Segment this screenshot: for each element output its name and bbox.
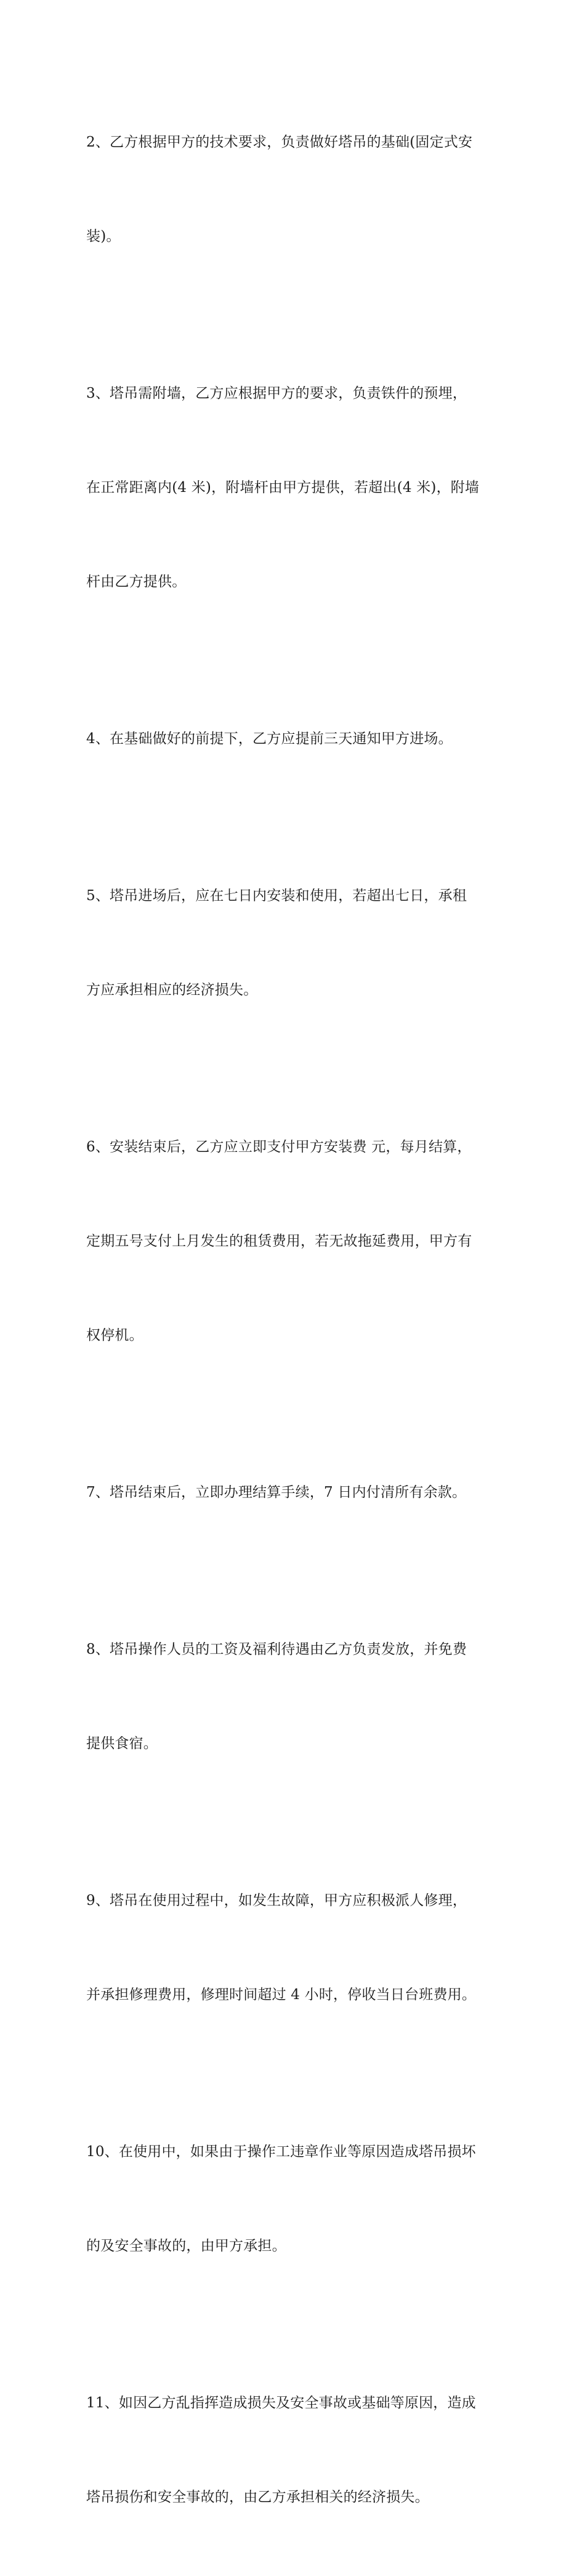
clause-line: 杆由乙方提供。 — [86, 574, 187, 590]
clause-line: 的及安全事故的，由甲方承担。 — [86, 2238, 286, 2254]
document-body — [86, 64, 500, 2576]
clause-line: 定期五号支付上月发生的租赁费用，若无故拖延费用，甲方有 — [86, 1233, 472, 1249]
clause-10 — [86, 2074, 500, 2325]
clause-4 — [86, 661, 500, 818]
clause-line: 在正常距离内(4 米)，附墙杆由甲方提供，若超出(4 米)，附墙 — [86, 480, 480, 496]
clause-line: 权停机。 — [86, 1327, 143, 1343]
clause-line: 7、塔吊结束后，立即办理结算手续，7 日内付清所有余款。 — [86, 1484, 467, 1500]
clause-line: 4、在基础做好的前提下，乙方应提前三天通知甲方进场。 — [86, 731, 453, 747]
clause-6 — [86, 1069, 500, 1414]
clause-line: 装)。 — [86, 228, 121, 244]
clause-line: 方应承担相应的经济损失。 — [86, 982, 258, 998]
clause-line: 提供食宿。 — [86, 1736, 158, 1752]
clause-line: 11、如因乙方乱指挥造成损失及安全事故或基础等原因，造成 — [86, 2395, 476, 2411]
clause-line: 2、乙方根据甲方的技术要求，负责做好塔吊的基础(固定式安 — [86, 134, 473, 150]
clause-line: 塔吊损伤和安全事故的，由乙方承担相关的经济损失。 — [86, 2489, 429, 2505]
clause-9 — [86, 1822, 500, 2074]
clause-7 — [86, 1414, 500, 1571]
clause-8 — [86, 1571, 500, 1822]
clause-line: 8、塔吊操作人员的工资及福利待遇由乙方负责发放，并免费 — [86, 1641, 467, 1657]
clause-2 — [86, 64, 500, 315]
clause-3 — [86, 315, 500, 661]
clause-5 — [86, 818, 500, 1069]
clause-line: 6、安装结束后，乙方应立即支付甲方安装费 元，每月结算， — [86, 1139, 472, 1155]
clause-line: 5、塔吊进场后，应在七日内安装和使用，若超出七日，承租 — [86, 888, 467, 904]
clause-line: 10、在使用中，如果由于操作工违章作业等原因造成塔吊损坏 — [86, 2144, 476, 2160]
clause-11 — [86, 2325, 500, 2576]
clause-line: 9、塔吊在使用过程中，如发生故障，甲方应积极派人修理， — [86, 1893, 467, 1909]
clause-line: 并承担修理费用，修理时间超过 4 小时，停收当日台班费用。 — [86, 1987, 477, 2003]
clause-line: 3、塔吊需附墙，乙方应根据甲方的要求，负责铁件的预埋， — [86, 385, 467, 401]
